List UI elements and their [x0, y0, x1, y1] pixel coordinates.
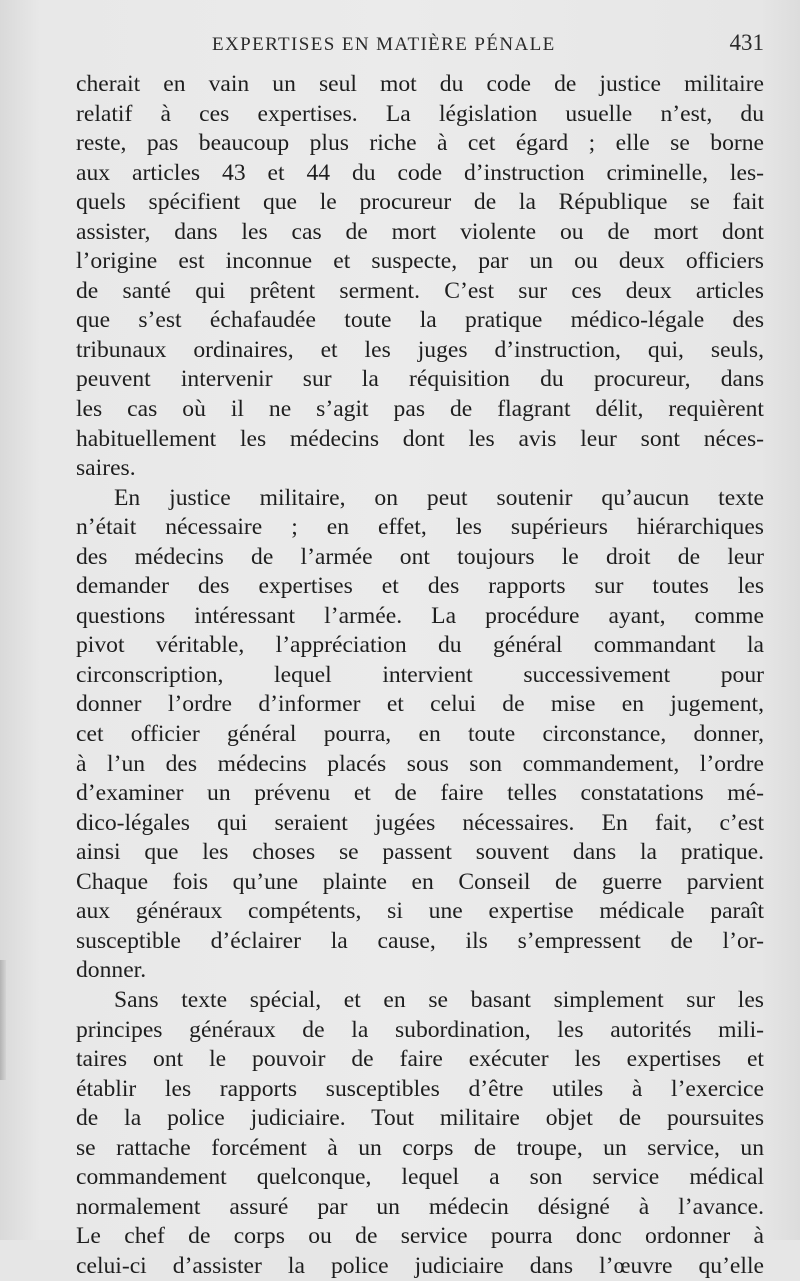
text-line: peuvent intervenir sur la réquisition du procureur, dans — [76, 366, 764, 393]
text-line: circonscription, lequel intervient successivement pour — [76, 661, 764, 688]
running-head-title: EXPERTISES EN MATIÈRE PÉNALE — [212, 34, 556, 55]
text-line: l’origine est inconnue et suspecte, par un ou deux officiers — [76, 248, 764, 275]
text-line: cet officier général pourra, en toute circonstance, donner, — [76, 721, 764, 748]
text-line: relatif à ces expertises. La législation usuelle n’est, du — [76, 100, 764, 127]
text-line: donner l’ordre d’informer et celui de mise en jugement, — [76, 691, 764, 718]
text-line: à l’un des médecins placés sous son commandement, l’ordre — [76, 750, 764, 777]
text-line: d’examiner un prévenu et de faire telles constatations mé- — [76, 780, 764, 807]
text-line: susceptible d’éclairer la cause, ils s’empressent de l’or- — [76, 927, 764, 954]
text-line: se rattache forcément à un corps de troupe, un service, un — [76, 1134, 764, 1161]
text-line: normalement assuré par un médecin désigné à l’avance. — [76, 1193, 764, 1220]
text-line: ainsi que les choses se passent souvent dans la pratique. — [76, 839, 764, 866]
text-line: saires. — [76, 455, 136, 482]
text-line: celui-ci d’assister la police judiciaire dans l’œuvre qu’elle — [76, 1252, 764, 1279]
text-line: de la police judiciaire. Tout militaire objet de poursuites — [76, 1105, 764, 1132]
text-line: taires ont le pouvoir de faire exécuter les expertises et — [76, 1046, 764, 1073]
text-line: Chaque fois qu’une plainte en Conseil de guerre parvient — [76, 868, 764, 895]
binding-edge-shadow — [0, 960, 6, 1080]
text-line: n’était nécessaire ; en effet, les supérieurs hiérarchiques — [76, 514, 764, 541]
text-line: assister, dans les cas de mort violente ou de mort dont — [76, 218, 764, 245]
text-line: habituellement les médecins dont les avis leur sont néces- — [76, 425, 764, 452]
text-line: commandement quelconque, lequel a son service médical — [76, 1164, 764, 1191]
text-line: demander des expertises et des rapports sur toutes les — [76, 573, 764, 600]
page-number: 431 — [729, 30, 764, 55]
text-line: questions intéressant l’armée. La procédure ayant, comme — [76, 602, 764, 629]
text-line: dico-légales qui seraient jugées nécessaires. En fait, c’est — [76, 809, 764, 836]
body-text — [76, 70, 764, 1281]
text-line: tribunaux ordinaires, et les juges d’instruction, qui, seuls, — [76, 336, 764, 363]
text-line: cherait en vain un seul mot du code de justice militaire — [76, 71, 764, 97]
text-line: reste, pas beaucoup plus riche à cet égard ; elle se borne — [76, 130, 764, 157]
text-line: les cas où il ne s’agit pas de flagrant délit, requièrent — [76, 396, 764, 423]
text-line: principes généraux de la subordination, les autorités mili- — [76, 1016, 764, 1043]
text-line: aux articles 43 et 44 du code d’instruction criminelle, les- — [76, 159, 764, 186]
text-line: de santé qui prêtent serment. C’est sur ces deux articles — [76, 277, 764, 304]
text-line: des médecins de l’armée ont toujours le droit de leur — [76, 543, 764, 570]
paragraph-start-line: En justice militaire, on peut soutenir qu’aucun texte — [114, 484, 764, 511]
text-line: Le chef de corps ou de service pourra donc ordonner à — [76, 1223, 764, 1250]
text-line: pivot véritable, l’appréciation du général commandant la — [76, 632, 764, 659]
running-head — [72, 30, 764, 62]
paragraph-start-line: Sans texte spécial, et en se basant simplement sur les — [114, 986, 764, 1013]
text-line: donner. — [76, 957, 147, 984]
text-line: que s’est échafaudée toute la pratique médico-légale des — [76, 307, 764, 334]
text-line: quels spécifient que le procureur de la République se fait — [76, 189, 764, 216]
text-line: aux généraux compétents, si une expertise médicale paraît — [76, 898, 764, 925]
text-line: établir les rapports susceptibles d’être utiles à l’exercice — [76, 1075, 764, 1102]
